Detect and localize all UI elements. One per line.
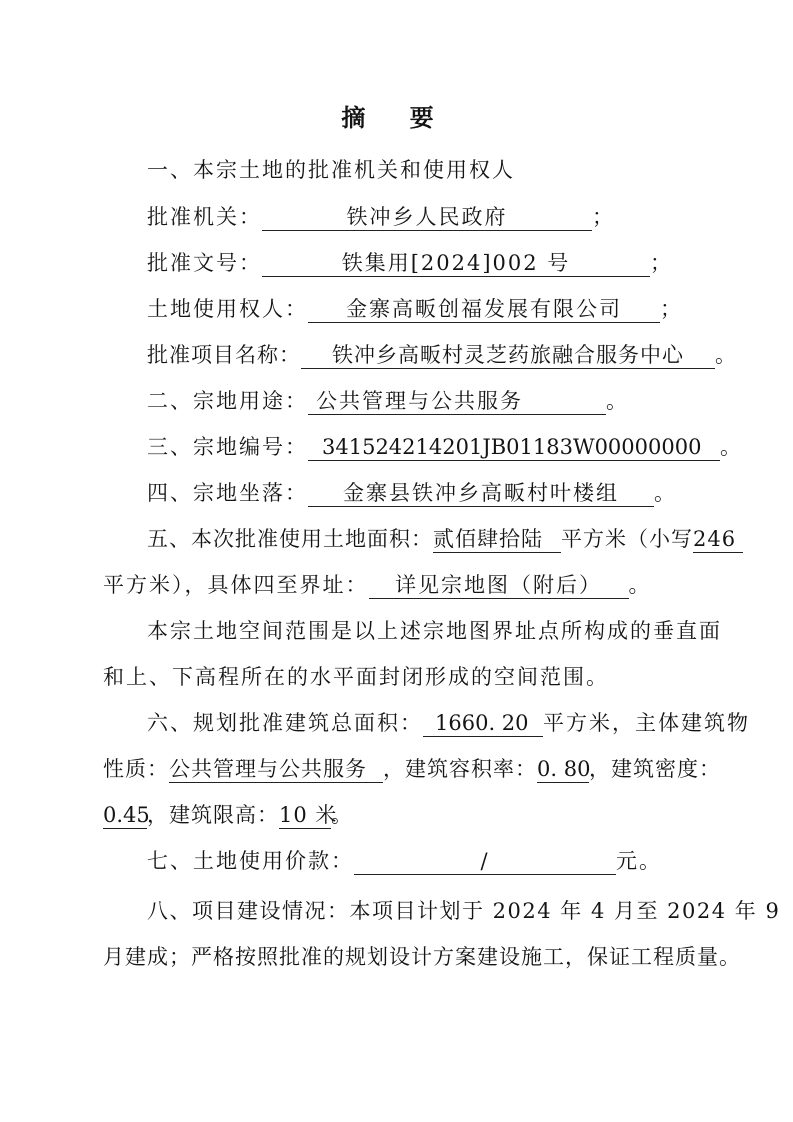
boundary-value: 详见宗地图（附后） <box>369 572 629 599</box>
boundary-end: 。 <box>628 573 652 597</box>
land-user-end: ； <box>660 297 683 321</box>
parcel-no-value: 341524214201JB01183W00000000 <box>308 434 720 461</box>
approval-authority-end: ； <box>592 205 615 229</box>
project-name-end: 。 <box>715 343 737 367</box>
building-unit-text: 平方米，主体建筑物 <box>543 711 750 735</box>
building-nature-value: 公共管理与公共服务 <box>169 756 383 783</box>
approval-doc-value: 铁集用[2024]002 号 <box>262 250 650 277</box>
location-end: 。 <box>654 481 677 505</box>
building-row-3 <box>103 801 353 829</box>
building-row-2 <box>103 755 721 783</box>
approval-authority-row <box>147 203 615 231</box>
area-lower-value: 246 <box>693 526 743 553</box>
density-label: ，建筑密度： <box>589 757 721 781</box>
area-line2-prefix: 平方米），具体四至界址： <box>103 573 369 597</box>
construction-line-1: 八、项目建设情况：本项目计划于 2024 年 4 月至 2024 年 9 <box>147 899 781 923</box>
far-value: 0. 80 <box>537 757 591 781</box>
approval-authority-label: 批准机关： <box>147 205 262 229</box>
approval-doc-label: 批准文号： <box>147 251 262 275</box>
price-value: / <box>354 848 616 875</box>
land-use-label: 二、宗地用途： <box>147 389 308 413</box>
height-label: ，建筑限高： <box>147 803 279 827</box>
approval-doc-row <box>147 249 673 277</box>
price-end: 元。 <box>616 849 662 873</box>
area-mid: 平方米（小写 <box>561 527 693 551</box>
approval-doc-end: ； <box>650 251 673 275</box>
land-use-value: 公共管理与公共服务 <box>308 388 606 415</box>
location-row <box>147 479 677 507</box>
location-label: 四、宗地坐落： <box>147 481 308 505</box>
area-row-2 <box>103 571 652 599</box>
area-prefix: 五、本次批准使用土地面积： <box>147 527 433 551</box>
area-row-1 <box>147 525 743 553</box>
parcel-no-label: 三、宗地编号： <box>147 435 308 459</box>
parcel-no-end: 。 <box>720 435 743 459</box>
parcel-no-row <box>147 433 743 461</box>
land-user-label: 土地使用权人： <box>147 297 308 321</box>
building-prefix: 六、规划批准建筑总面积： <box>147 711 423 735</box>
space-note-line-2: 和上、下高程所在的水平面封闭形成的空间范围。 <box>103 665 609 689</box>
far-label: ，建筑容积率： <box>383 757 537 781</box>
total-building-area-value: 1660. 20 <box>423 710 543 737</box>
approval-authority-value: 铁冲乡人民政府 <box>262 204 592 231</box>
price-label: 七、土地使用价款： <box>147 849 354 873</box>
area-upper-value: 贰佰肆拾陆 <box>433 526 561 553</box>
location-value: 金寨县铁冲乡高畈村叶楼组 <box>308 480 654 507</box>
project-name-value: 铁冲乡高畈村灵芝药旅融合服务中心 <box>301 342 715 369</box>
building-row-1 <box>147 709 750 737</box>
section-1-heading: 一、本宗土地的批准机关和使用权人 <box>147 158 515 182</box>
project-name-label: 批准项目名称： <box>147 343 301 367</box>
density-value: 0.45 <box>103 803 150 827</box>
construction-line-2: 月建成；严格按照批准的规划设计方案建设施工，保证工程质量。 <box>103 945 741 969</box>
land-user-row <box>147 295 683 323</box>
building-end: 。 <box>331 803 353 827</box>
land-use-end: 。 <box>606 389 629 413</box>
space-note-line-1: 本宗土地空间范围是以上述宗地图界址点所构成的垂直面 <box>147 619 722 643</box>
land-use-row <box>147 387 629 415</box>
building-nature-label: 性质： <box>103 757 169 781</box>
page-title: 摘 要 <box>341 103 452 132</box>
land-user-value: 金寨高畈创福发展有限公司 <box>308 296 660 323</box>
price-row <box>147 847 662 875</box>
project-name-row <box>147 341 737 369</box>
height-value: 10 米 <box>279 803 338 827</box>
